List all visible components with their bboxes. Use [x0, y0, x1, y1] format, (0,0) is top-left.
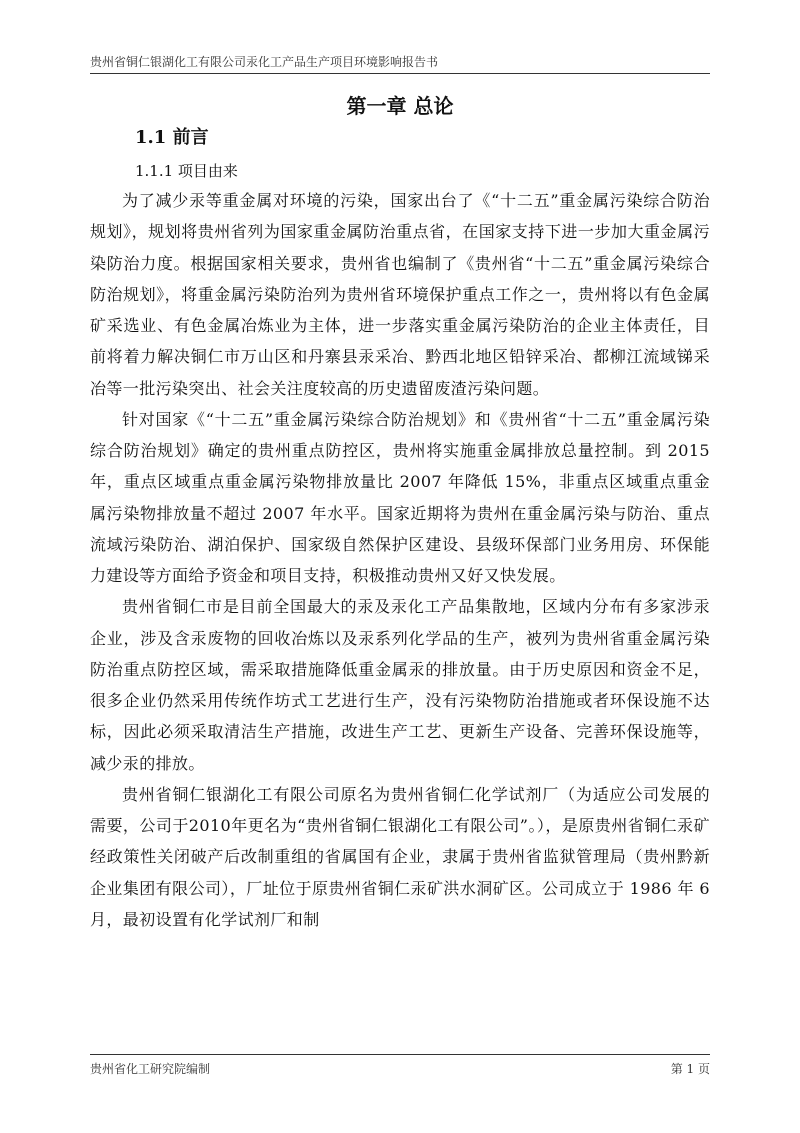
paragraph: 为了减少汞等重金属对环境的污染，国家出台了《“十二五”重金属污染综合防治规划》，规划将贵州省列为国家重金属防治重点省，在国家支持下进一步加大重金属污染防治力度。根据国家相关要求，贵州省也编制了《贵州省“十二五”重金属污染综合防治规划》，将重金属污染防治列为贵州省环境保护重点工作之一，贵州将以有色金属矿采选业、有色金属冶炼业为主体，进一步落实重金属污染防治的企业主体责任，目前将着力解决铜仁市万山区和丹寨县汞采冶、黔西北地区铅锌采冶、都柳江流域锑采冶等一批污染突出、社会关注度较高的历史遗留废渣污染问题。	[90, 191, 710, 398]
paragraph: 贵州省铜仁市是目前全国最大的汞及汞化工产品集散地，区域内分布有多家涉汞企业，涉及含汞废物的回收冶炼以及汞系列化学品的生产，被列为贵州省重金属污染防治重点防控区域，需采取措施降低重金属汞的排放量。由于历史原因和资金不足，很多企业仍然采用传统作坊式工艺进行生产，没有污染物防治措施或者环保设施不达标，因此必须采取清洁生产措施，改进生产工艺、更新生产设备、完善环保设施等，减少汞的排放。	[90, 597, 710, 773]
section-title: 1.1 前言	[135, 127, 209, 148]
page-number: 第 1 页	[670, 1062, 710, 1076]
page-footer	[90, 1054, 710, 1077]
running-header	[90, 53, 710, 74]
paragraph: 针对国家《“十二五”重金属污染综合防治规划》和《贵州省“十二五”重金属污染综合防治规划》确定的贵州重点防控区，贵州将实施重金属排放总量控制。到 2015 年，重点区域重点重金属污染物排放量比 2007 年降低 15%，非重点区域重点重金属污染物排放量不超过 2007 年水平。国家近期将为贵州在重金属污染与防治、重点流域污染防治、湖泊保护、国家级自然保护区建设、县级环保部门业务用房、环保能力建设等方面给予资金和项目支持，积极推动贵州又好又快发展。	[90, 409, 710, 585]
running-header-title: 贵州省铜仁银湖化工有限公司汞化工产品生产项目环境影响报告书	[90, 55, 439, 69]
footer-editor: 贵州省化工研究院编制	[90, 1062, 211, 1076]
paragraph: 贵州省铜仁银湖化工有限公司原名为贵州省铜仁化学试剂厂（为适应公司发展的需要，公司于2010年更名为“贵州省铜仁银湖化工有限公司”。），是原贵州省铜仁汞矿经政策性关闭破产后改制重组的省属国有企业，隶属于贵州省监狱管理局（贵州黔新企业集团有限公司），厂址位于原贵州省铜仁汞矿洪水洞矿区。公司成立于 1986 年 6 月，最初设置有化学试剂厂和制	[90, 784, 710, 929]
body-text	[90, 185, 710, 935]
chapter-title: 第一章 总论	[346, 94, 454, 118]
subsection-title: 1.1.1 项目由来	[135, 162, 238, 180]
